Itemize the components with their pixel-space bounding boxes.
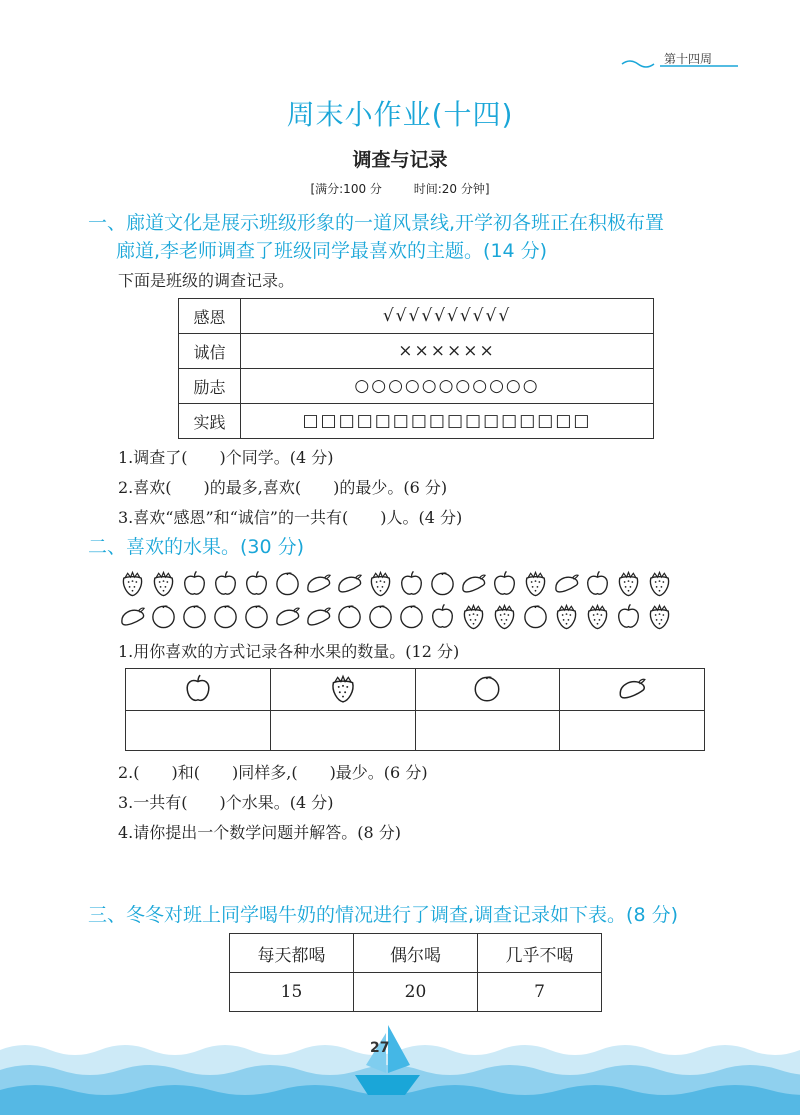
orange-icon	[428, 568, 457, 598]
orange-icon	[149, 601, 178, 631]
orange-icon	[273, 568, 302, 598]
tally-marks: ××××××	[241, 334, 654, 369]
orange-icon	[211, 601, 240, 631]
mango-icon	[552, 568, 581, 598]
header-cell: 偶尔喝	[354, 934, 478, 973]
apple-icon	[397, 568, 426, 598]
mango-icon	[273, 601, 302, 631]
orange-icon	[335, 601, 364, 631]
header-cell: 几乎不喝	[478, 934, 602, 973]
orange-icon	[521, 601, 550, 631]
strawberry-header-cell	[270, 669, 415, 711]
strawberry-icon	[552, 601, 581, 631]
mango-icon	[304, 601, 333, 631]
header-cell: 每天都喝	[230, 934, 354, 973]
section1-heading-line1: 一、廊道文化是展示班级形象的一道风景线,开学初各班正在积极布置	[88, 212, 665, 234]
tally-marks: ○○○○○○○○○○○	[241, 369, 654, 404]
orange-icon	[366, 601, 395, 631]
question-2-3[interactable]: 3.一共有( )个水果。(4 分)	[118, 793, 334, 812]
tally-marks: □□□□□□□□□□□□□□□□	[241, 404, 654, 439]
orange-count-cell[interactable]	[415, 711, 560, 751]
orange-icon	[471, 672, 503, 704]
fruit-collection	[118, 566, 674, 632]
value-cell: 15	[230, 973, 354, 1012]
strawberry-count-cell[interactable]	[270, 711, 415, 751]
mango-header-cell	[560, 669, 705, 711]
orange-header-cell	[415, 669, 560, 711]
mango-icon	[616, 672, 648, 704]
value-cell: 7	[478, 973, 602, 1012]
value-cell: 20	[354, 973, 478, 1012]
fruit-count-table	[125, 668, 705, 751]
section3-heading: 三、冬冬对班上同学喝牛奶的情况进行了调查,调查记录如下表。(8 分)	[88, 904, 678, 926]
week-label: 第十四周	[664, 52, 713, 66]
fruit-row-2	[118, 599, 674, 632]
mango-icon	[304, 568, 333, 598]
section1-intro: 下面是班级的调查记录。	[118, 271, 295, 290]
orange-icon	[397, 601, 426, 631]
mango-icon	[118, 601, 147, 631]
apple-icon	[242, 568, 271, 598]
milk-survey-table	[229, 933, 602, 1012]
section1-heading-line2: 廊道,李老师调查了班级同学最喜欢的主题。(14 分)	[116, 240, 548, 262]
strawberry-icon	[583, 601, 612, 631]
apple-icon	[182, 672, 214, 704]
strawberry-icon	[118, 568, 147, 598]
table-row	[126, 669, 705, 711]
apple-icon	[180, 568, 209, 598]
question-1-2[interactable]: 2.喜欢( )的最多,喜欢( )的最少。(6 分)	[118, 478, 448, 497]
orange-icon	[242, 601, 271, 631]
question-2-1: 1.用你喜欢的方式记录各种水果的数量。(12 分)	[118, 642, 460, 661]
page-title: 周末小作业(十四)	[286, 98, 514, 131]
page-number: 27	[370, 1040, 390, 1056]
orange-icon	[180, 601, 209, 631]
table-row	[230, 934, 602, 973]
question-2-2[interactable]: 2.( )和( )同样多,( )最少。(6 分)	[118, 763, 428, 782]
question-2-4[interactable]: 4.请你提出一个数学问题并解答。(8 分)	[118, 823, 402, 842]
mango-count-cell[interactable]	[560, 711, 705, 751]
strawberry-icon	[645, 568, 674, 598]
row-label: 实践	[179, 404, 241, 439]
apple-icon	[428, 601, 457, 631]
tally-marks: √√√√√√√√√√	[241, 299, 654, 334]
apple-header-cell	[126, 669, 271, 711]
strawberry-icon	[366, 568, 395, 598]
apple-icon	[211, 568, 240, 598]
table-row	[179, 369, 654, 404]
apple-icon	[614, 601, 643, 631]
section2-heading: 二、喜欢的水果。(30 分)	[88, 536, 305, 558]
strawberry-icon	[490, 601, 519, 631]
table-row	[179, 299, 654, 334]
fruit-row-1	[118, 566, 674, 599]
row-label: 励志	[179, 369, 241, 404]
row-label: 诚信	[179, 334, 241, 369]
survey-record-table	[178, 298, 654, 439]
footer-waves-decoration	[0, 1015, 800, 1115]
question-1-3[interactable]: 3.喜欢“感恩”和“诚信”的一共有( )人。(4 分)	[118, 508, 463, 527]
strawberry-icon	[459, 601, 488, 631]
table-row	[230, 973, 602, 1012]
table-row	[126, 711, 705, 751]
mango-icon	[335, 568, 364, 598]
row-label: 感恩	[179, 299, 241, 334]
question-1-1[interactable]: 1.调查了( )个同学。(4 分)	[118, 448, 334, 467]
table-row	[179, 404, 654, 439]
mango-icon	[459, 568, 488, 598]
apple-icon	[583, 568, 612, 598]
strawberry-icon	[645, 601, 674, 631]
strawberry-icon	[327, 672, 359, 704]
time-limit: 时间:20 分钟]	[413, 182, 490, 196]
strawberry-icon	[149, 568, 178, 598]
apple-icon	[490, 568, 519, 598]
full-score: [满分:100 分	[310, 182, 382, 196]
page-subtitle: 调查与记录	[352, 149, 448, 171]
apple-count-cell[interactable]	[126, 711, 271, 751]
strawberry-icon	[614, 568, 643, 598]
score-time-info	[0, 180, 800, 197]
table-row	[179, 334, 654, 369]
strawberry-icon	[521, 568, 550, 598]
